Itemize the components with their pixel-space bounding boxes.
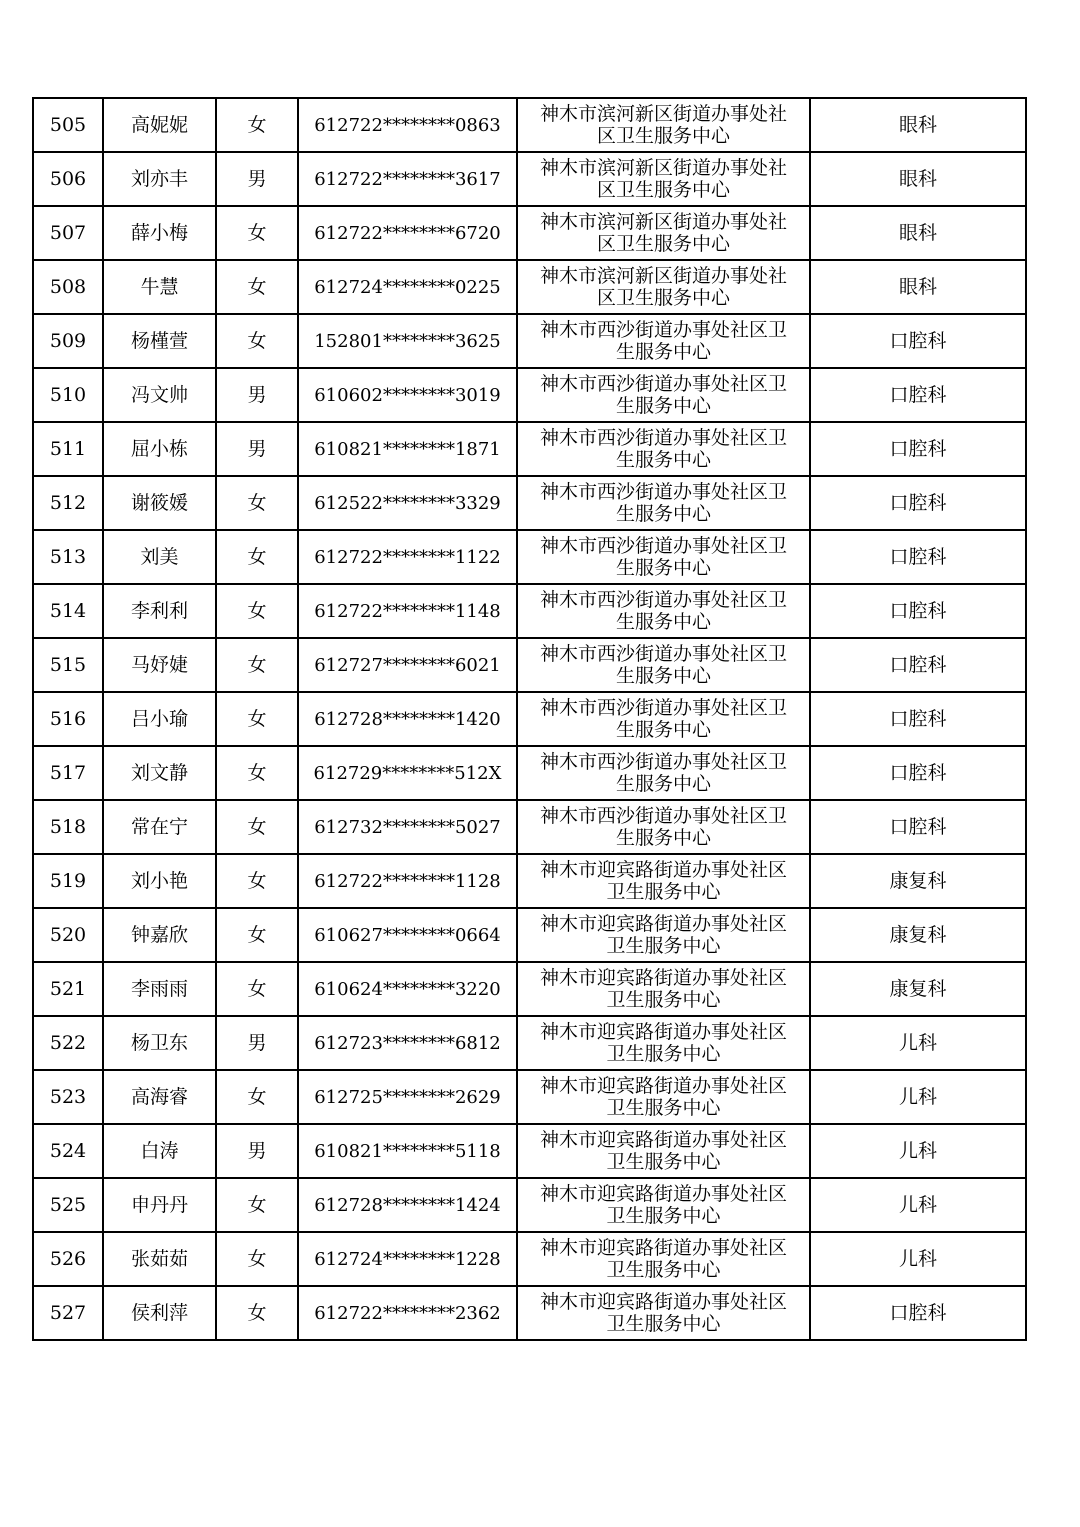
unit-name-line: 生服务中心: [615, 341, 711, 363]
unit-cell: [517, 1016, 810, 1070]
row-number-cell: 515: [33, 638, 103, 692]
id-number-cell: 612722********2362: [298, 1286, 517, 1340]
table-row: [33, 638, 1026, 692]
name-cell: 刘文静: [103, 746, 216, 800]
department-cell: 口腔科: [810, 368, 1026, 422]
unit-cell: [517, 260, 810, 314]
row-number-cell: 525: [33, 1178, 103, 1232]
row-number-cell: 511: [33, 422, 103, 476]
row-number-cell: 514: [33, 584, 103, 638]
table-row: [33, 206, 1026, 260]
gender-cell: 男: [216, 422, 298, 476]
id-number-cell: 610821********5118: [298, 1124, 517, 1178]
unit-name-line: 神木市西沙街道办事处社区卫: [539, 427, 787, 449]
table-row: [33, 152, 1026, 206]
id-number-cell: 612724********0225: [298, 260, 517, 314]
id-number-cell: 612722********1122: [298, 530, 517, 584]
department-cell: 口腔科: [810, 530, 1026, 584]
gender-cell: 男: [216, 368, 298, 422]
unit-name-line: 生服务中心: [615, 719, 711, 741]
unit-cell: [517, 206, 810, 260]
department-cell: 康复科: [810, 854, 1026, 908]
unit-name-line: 卫生服务中心: [606, 989, 721, 1011]
table-row: [33, 422, 1026, 476]
unit-cell: [517, 584, 810, 638]
department-cell: 眼科: [810, 260, 1026, 314]
unit-name-line: 神木市滨河新区街道办事处社: [539, 103, 787, 125]
name-cell: 钟嘉欣: [103, 908, 216, 962]
gender-cell: 女: [216, 1232, 298, 1286]
name-cell: 李雨雨: [103, 962, 216, 1016]
gender-cell: 女: [216, 476, 298, 530]
department-cell: 眼科: [810, 152, 1026, 206]
unit-name-line: 神木市西沙街道办事处社区卫: [539, 697, 787, 719]
unit-cell: [517, 530, 810, 584]
id-number-cell: 612723********6812: [298, 1016, 517, 1070]
unit-name-line: 神木市滨河新区街道办事处社: [539, 157, 787, 179]
name-cell: 刘亦丰: [103, 152, 216, 206]
unit-cell: [517, 476, 810, 530]
row-number-cell: 510: [33, 368, 103, 422]
name-cell: 薛小梅: [103, 206, 216, 260]
id-number-cell: 612522********3329: [298, 476, 517, 530]
table-row: [33, 530, 1026, 584]
name-cell: 常在宁: [103, 800, 216, 854]
unit-name-line: 生服务中心: [615, 395, 711, 417]
id-number-cell: 612732********5027: [298, 800, 517, 854]
unit-name-line: 神木市迎宾路街道办事处社区: [539, 1183, 787, 1205]
unit-name-line: 神木市迎宾路街道办事处社区: [539, 859, 787, 881]
gender-cell: 女: [216, 746, 298, 800]
name-cell: 牛慧: [103, 260, 216, 314]
row-number-cell: 513: [33, 530, 103, 584]
id-number-cell: 612724********1228: [298, 1232, 517, 1286]
unit-cell: [517, 152, 810, 206]
gender-cell: 女: [216, 98, 298, 152]
unit-name-line: 区卫生服务中心: [596, 287, 730, 309]
row-number-cell: 523: [33, 1070, 103, 1124]
department-cell: 口腔科: [810, 422, 1026, 476]
unit-cell: [517, 1124, 810, 1178]
name-cell: 马妤婕: [103, 638, 216, 692]
unit-name-line: 神木市西沙街道办事处社区卫: [539, 319, 787, 341]
unit-name-line: 神木市西沙街道办事处社区卫: [539, 643, 787, 665]
unit-cell: [517, 1286, 810, 1340]
unit-cell: [517, 1070, 810, 1124]
unit-name-line: 区卫生服务中心: [596, 125, 730, 147]
department-cell: 口腔科: [810, 314, 1026, 368]
id-number-cell: 610624********3220: [298, 962, 517, 1016]
gender-cell: 女: [216, 638, 298, 692]
unit-name-line: 区卫生服务中心: [596, 233, 730, 255]
gender-cell: 女: [216, 260, 298, 314]
row-number-cell: 522: [33, 1016, 103, 1070]
roster-table: [32, 97, 1027, 1341]
id-number-cell: 612722********1148: [298, 584, 517, 638]
gender-cell: 女: [216, 1070, 298, 1124]
table-row: [33, 1232, 1026, 1286]
id-number-cell: 612728********1420: [298, 692, 517, 746]
unit-name-line: 神木市滨河新区街道办事处社: [539, 211, 787, 233]
name-cell: 高海睿: [103, 1070, 216, 1124]
unit-name-line: 卫生服务中心: [606, 1043, 721, 1065]
name-cell: 屈小栋: [103, 422, 216, 476]
id-number-cell: 612722********3617: [298, 152, 517, 206]
name-cell: 刘小艳: [103, 854, 216, 908]
id-number-cell: 610821********1871: [298, 422, 517, 476]
department-cell: 口腔科: [810, 476, 1026, 530]
unit-name-line: 生服务中心: [615, 827, 711, 849]
table-row: [33, 584, 1026, 638]
unit-name-line: 卫生服务中心: [606, 1151, 721, 1173]
table-row: [33, 746, 1026, 800]
unit-cell: [517, 368, 810, 422]
table-row: [33, 368, 1026, 422]
gender-cell: 女: [216, 1286, 298, 1340]
id-number-cell: 610627********0664: [298, 908, 517, 962]
unit-name-line: 生服务中心: [615, 557, 711, 579]
unit-name-line: 神木市西沙街道办事处社区卫: [539, 373, 787, 395]
id-number-cell: 612728********1424: [298, 1178, 517, 1232]
unit-name-line: 神木市迎宾路街道办事处社区: [539, 913, 787, 935]
unit-name-line: 神木市迎宾路街道办事处社区: [539, 1021, 787, 1043]
unit-cell: [517, 692, 810, 746]
row-number-cell: 509: [33, 314, 103, 368]
unit-name-line: 卫生服务中心: [606, 1097, 721, 1119]
id-number-cell: 612727********6021: [298, 638, 517, 692]
unit-cell: [517, 422, 810, 476]
gender-cell: 女: [216, 854, 298, 908]
gender-cell: 女: [216, 908, 298, 962]
name-cell: 白涛: [103, 1124, 216, 1178]
gender-cell: 女: [216, 584, 298, 638]
unit-cell: [517, 908, 810, 962]
table-row: [33, 962, 1026, 1016]
row-number-cell: 517: [33, 746, 103, 800]
unit-name-line: 神木市西沙街道办事处社区卫: [539, 481, 787, 503]
table-row: [33, 692, 1026, 746]
id-number-cell: 612725********2629: [298, 1070, 517, 1124]
department-cell: 眼科: [810, 98, 1026, 152]
table-row: [33, 1286, 1026, 1340]
name-cell: 申丹丹: [103, 1178, 216, 1232]
gender-cell: 女: [216, 1178, 298, 1232]
name-cell: 谢筱媛: [103, 476, 216, 530]
roster-body: [33, 98, 1026, 1340]
unit-name-line: 神木市西沙街道办事处社区卫: [539, 751, 787, 773]
unit-cell: [517, 1232, 810, 1286]
row-number-cell: 526: [33, 1232, 103, 1286]
department-cell: 口腔科: [810, 800, 1026, 854]
gender-cell: 女: [216, 800, 298, 854]
row-number-cell: 520: [33, 908, 103, 962]
row-number-cell: 512: [33, 476, 103, 530]
department-cell: 儿科: [810, 1070, 1026, 1124]
unit-cell: [517, 98, 810, 152]
row-number-cell: 519: [33, 854, 103, 908]
name-cell: 张茹茹: [103, 1232, 216, 1286]
gender-cell: 男: [216, 152, 298, 206]
department-cell: 儿科: [810, 1016, 1026, 1070]
unit-name-line: 神木市迎宾路街道办事处社区: [539, 1129, 787, 1151]
unit-name-line: 区卫生服务中心: [596, 179, 730, 201]
gender-cell: 女: [216, 530, 298, 584]
unit-cell: [517, 854, 810, 908]
name-cell: 刘美: [103, 530, 216, 584]
unit-name-line: 生服务中心: [615, 773, 711, 795]
row-number-cell: 527: [33, 1286, 103, 1340]
unit-name-line: 神木市迎宾路街道办事处社区: [539, 1237, 787, 1259]
table-row: [33, 98, 1026, 152]
table-row: [33, 476, 1026, 530]
id-number-cell: 612722********0863: [298, 98, 517, 152]
name-cell: 杨槿萱: [103, 314, 216, 368]
table-row: [33, 800, 1026, 854]
unit-name-line: 神木市西沙街道办事处社区卫: [539, 805, 787, 827]
row-number-cell: 516: [33, 692, 103, 746]
unit-name-line: 神木市西沙街道办事处社区卫: [539, 535, 787, 557]
table-row: [33, 1070, 1026, 1124]
unit-name-line: 卫生服务中心: [606, 935, 721, 957]
department-cell: 口腔科: [810, 584, 1026, 638]
row-number-cell: 508: [33, 260, 103, 314]
gender-cell: 女: [216, 206, 298, 260]
row-number-cell: 518: [33, 800, 103, 854]
name-cell: 冯文帅: [103, 368, 216, 422]
table-row: [33, 1124, 1026, 1178]
gender-cell: 女: [216, 962, 298, 1016]
unit-name-line: 卫生服务中心: [606, 881, 721, 903]
unit-cell: [517, 746, 810, 800]
gender-cell: 男: [216, 1124, 298, 1178]
department-cell: 口腔科: [810, 1286, 1026, 1340]
table-row: [33, 908, 1026, 962]
unit-name-line: 生服务中心: [615, 611, 711, 633]
unit-cell: [517, 800, 810, 854]
row-number-cell: 524: [33, 1124, 103, 1178]
unit-name-line: 生服务中心: [615, 665, 711, 687]
unit-name-line: 生服务中心: [615, 449, 711, 471]
name-cell: 吕小瑜: [103, 692, 216, 746]
unit-cell: [517, 962, 810, 1016]
unit-name-line: 神木市迎宾路街道办事处社区: [539, 967, 787, 989]
name-cell: 李利利: [103, 584, 216, 638]
table-row: [33, 314, 1026, 368]
name-cell: 侯利萍: [103, 1286, 216, 1340]
name-cell: 杨卫东: [103, 1016, 216, 1070]
unit-name-line: 神木市迎宾路街道办事处社区: [539, 1291, 787, 1313]
unit-name-line: 卫生服务中心: [606, 1205, 721, 1227]
table-row: [33, 260, 1026, 314]
gender-cell: 男: [216, 1016, 298, 1070]
id-number-cell: 612722********1128: [298, 854, 517, 908]
unit-cell: [517, 1178, 810, 1232]
unit-name-line: 神木市滨河新区街道办事处社: [539, 265, 787, 287]
department-cell: 口腔科: [810, 746, 1026, 800]
gender-cell: 女: [216, 314, 298, 368]
department-cell: 儿科: [810, 1232, 1026, 1286]
unit-name-line: 神木市西沙街道办事处社区卫: [539, 589, 787, 611]
id-number-cell: 610602********3019: [298, 368, 517, 422]
unit-name-line: 生服务中心: [615, 503, 711, 525]
gender-cell: 女: [216, 692, 298, 746]
row-number-cell: 505: [33, 98, 103, 152]
department-cell: 康复科: [810, 908, 1026, 962]
department-cell: 眼科: [810, 206, 1026, 260]
row-number-cell: 507: [33, 206, 103, 260]
row-number-cell: 506: [33, 152, 103, 206]
table-row: [33, 854, 1026, 908]
table-row: [33, 1178, 1026, 1232]
department-cell: 儿科: [810, 1124, 1026, 1178]
unit-name-line: 卫生服务中心: [606, 1259, 721, 1281]
id-number-cell: 612729********512X: [298, 746, 517, 800]
unit-cell: [517, 638, 810, 692]
row-number-cell: 521: [33, 962, 103, 1016]
unit-cell: [517, 314, 810, 368]
table-row: [33, 1016, 1026, 1070]
unit-name-line: 神木市迎宾路街道办事处社区: [539, 1075, 787, 1097]
id-number-cell: 612722********6720: [298, 206, 517, 260]
id-number-cell: 152801********3625: [298, 314, 517, 368]
unit-name-line: 卫生服务中心: [606, 1313, 721, 1335]
department-cell: 康复科: [810, 962, 1026, 1016]
department-cell: 儿科: [810, 1178, 1026, 1232]
department-cell: 口腔科: [810, 692, 1026, 746]
department-cell: 口腔科: [810, 638, 1026, 692]
name-cell: 高妮妮: [103, 98, 216, 152]
